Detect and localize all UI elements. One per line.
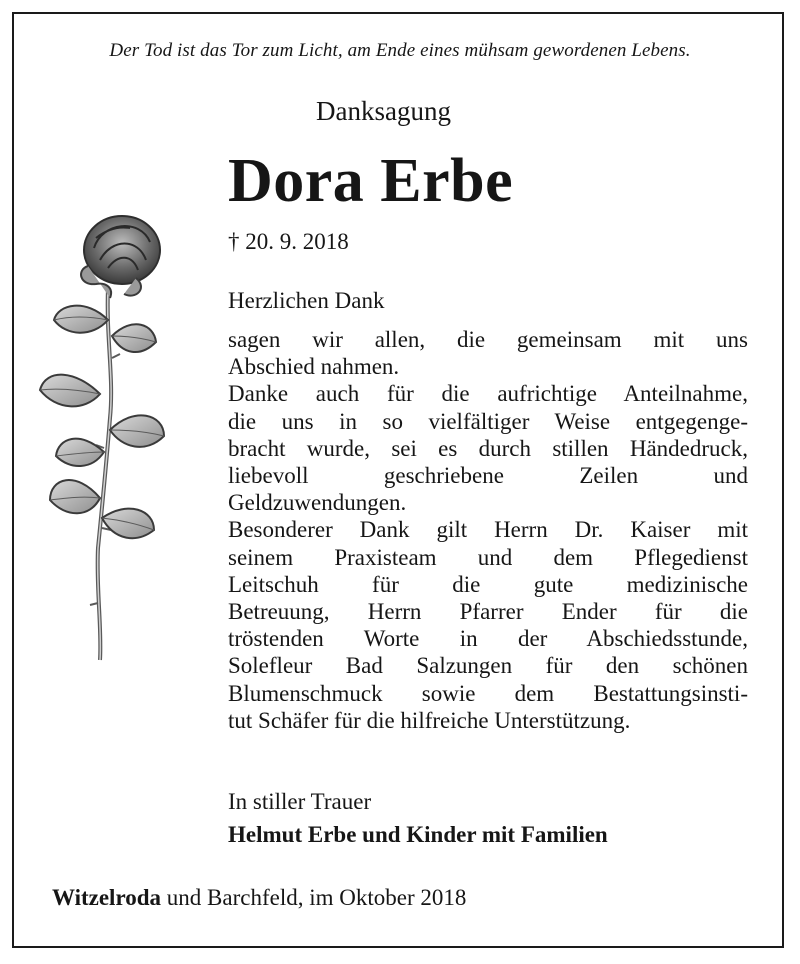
text-line: Danke auch für die aufrichtige Anteilnahme, — [228, 381, 748, 407]
text-line: Leitschuh für die gute medizinische — [228, 571, 748, 597]
text-line: liebevoll geschriebene Zeilen und — [228, 463, 748, 489]
text-line: die uns in so vielfältiger Weise entgegenge- — [228, 408, 748, 434]
text-line: Solefleur Bad Salzungen für den schönen — [228, 653, 748, 679]
text-line: Blumenschmuck sowie dem Bestattungsinsti- — [228, 680, 748, 706]
text-line: sagen wir allen, die gemeinsam mit uns — [228, 327, 748, 352]
text-line: Besonderer Dank gilt Herrn Dr. Kaiser mit — [228, 517, 748, 543]
heading: Danksagung — [316, 96, 451, 126]
text-line: Betreuung, Herrn Pfarrer Ender für die — [228, 599, 748, 625]
rose-illustration-icon — [36, 208, 176, 668]
text-line: tröstenden Worte in der Abschiedsstunde, — [228, 626, 748, 652]
greeting: Herzlichen Dank — [228, 288, 385, 313]
place-bold: Witzelroda — [52, 885, 162, 910]
text-line: Geldzuwendungen. — [228, 490, 407, 516]
mourning-line: In stiller Trauer — [228, 789, 372, 814]
thanks-text — [228, 326, 748, 734]
text-line: Abschied nahmen. — [228, 354, 400, 380]
place-rest: und Barchfeld, im Oktober 2018 — [161, 885, 467, 910]
deceased-name: Dora Erbe — [228, 147, 514, 215]
motto: Der Tod ist das Tor zum Licht, am Ende eines mühsam gewordenen Lebens. — [109, 40, 691, 61]
text-line: seinem Praxisteam und dem Pflegedienst — [228, 544, 748, 570]
death-date: † 20. 9. 2018 — [228, 229, 349, 254]
text-line: bracht wurde, sei es durch stillen Händedruck, — [228, 435, 748, 461]
place-and-date — [52, 885, 466, 911]
signatories: Helmut Erbe und Kinder mit Familien — [228, 822, 608, 847]
text-line: tut Schäfer für die hilfreiche Unterstützung. — [228, 707, 631, 733]
